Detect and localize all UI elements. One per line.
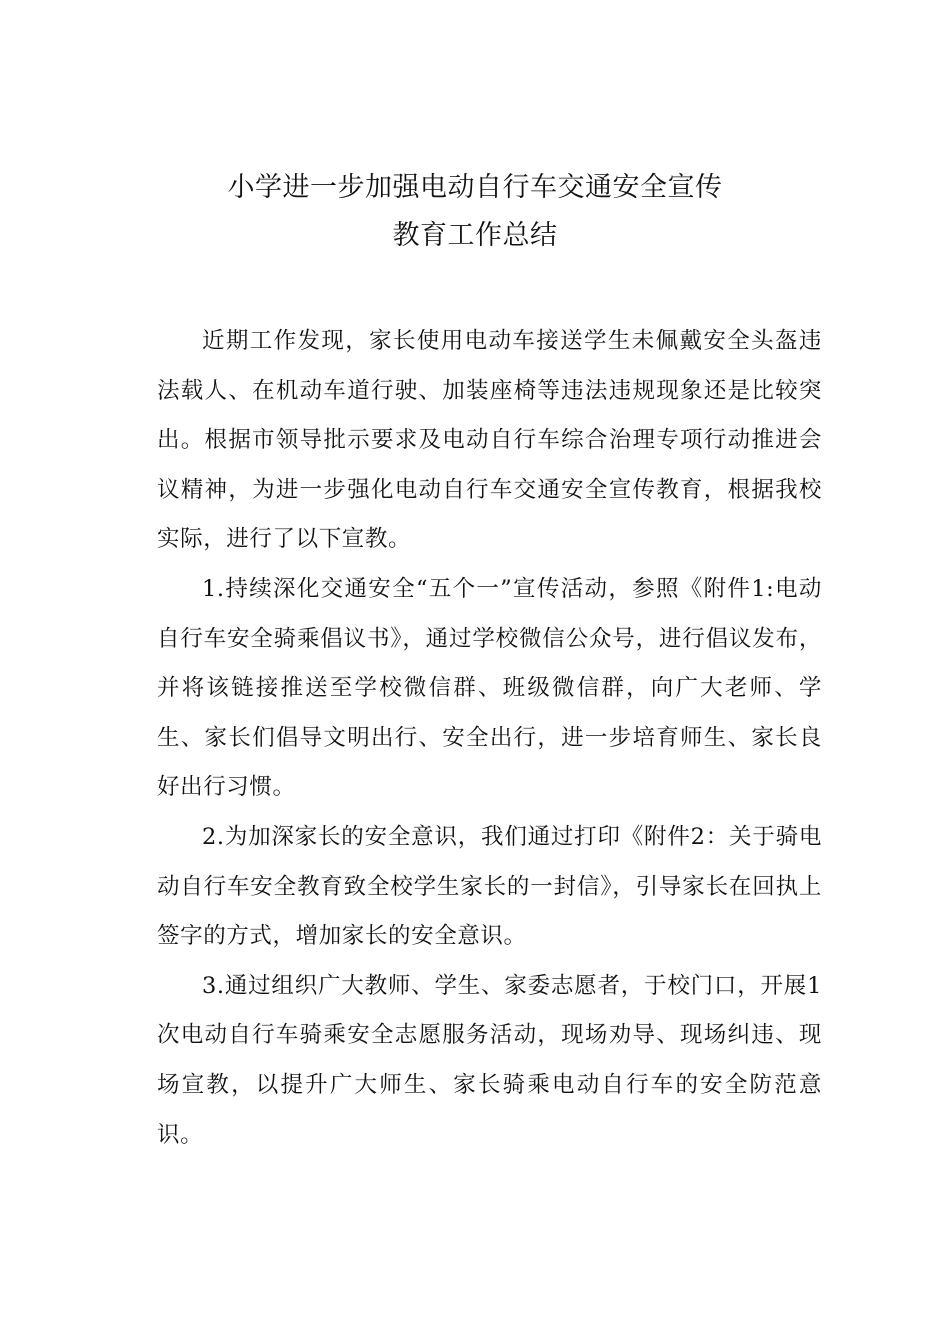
paragraph-item-2: 2.为加深家长的安全意识，我们通过打印《附件2：关于骑电动自行车安全教育致全校学生家长的一封信》，引导家长在回执上签字的方式，增加家长的安全意识。 <box>157 823 822 950</box>
document-title-line-2: 教育工作总结 <box>392 220 558 251</box>
document-body <box>157 317 822 1160</box>
paragraph-item-3: 3.通过组织广大教师、学生、家委志愿者，于校门口，开展1次电动自行车骑乘安全志愿服务活动，现场劝导、现场纠违、现场宣教，以提升广大师生、家长骑乘电动自行车的安全防范意识。 <box>157 972 822 1148</box>
document-title-line-1: 小学进一步加强电动自行车交通安全宣传 <box>227 172 723 203</box>
paragraph-intro: 近期工作发现，家长使用电动车接送学生未佩戴安全头盔违法载人、在机动车道行驶、加装座椅等违法违规现象还是比较突出。根据市领导批示要求及电动自行车综合治理专项行动推进会议精神，为进一步强化电动自行车交通安全宣传教育，根据我校实际，进行了以下宣教。 <box>157 328 822 553</box>
paragraph-item-1: 1.持续深化交通安全“五个一”宣传活动，参照《附件1:电动自行车安全骑乘倡议书》，通过学校微信公众号，进行倡议发布，并将该链接推送至学校微信群、班级微信群，向广大老师、学生、家长们倡导文明出行、安全出行，进一步培育师生、家长良好出行习惯。 <box>157 575 822 801</box>
